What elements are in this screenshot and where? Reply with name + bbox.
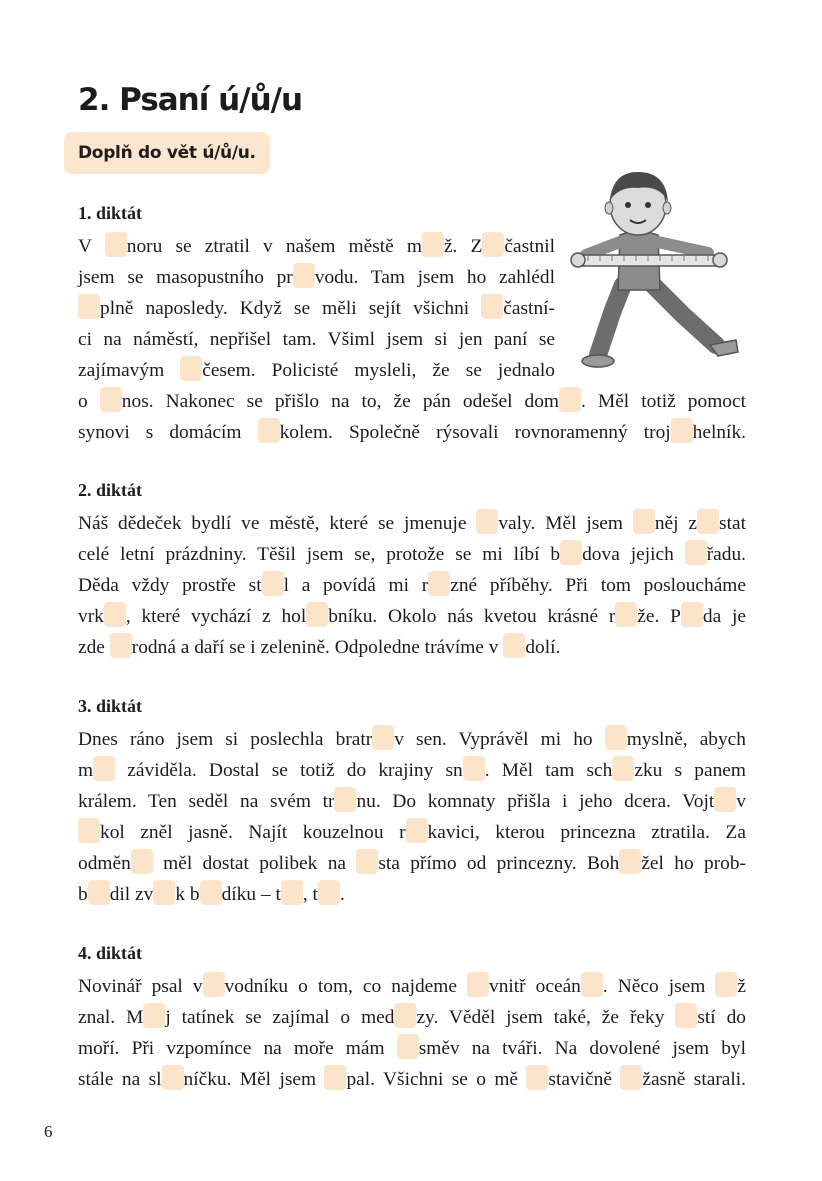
text-segment: sta přímo od princezny. Boh: [378, 853, 620, 874]
text-line: [78, 539, 746, 570]
text-segment: helník.: [692, 422, 746, 443]
fill-in-blank[interactable]: [503, 633, 525, 658]
text-segment: zku s panem: [634, 760, 746, 781]
fill-in-blank[interactable]: [612, 756, 634, 781]
text-segment: k b: [175, 884, 200, 905]
text-segment: l a povídá mi r: [283, 575, 429, 596]
text-segment: že. P: [637, 606, 681, 627]
fill-in-blank[interactable]: [560, 540, 582, 565]
text-segment: plně naposledy. Když se měli sejít všichni: [100, 298, 470, 319]
text-segment: častnil: [504, 236, 555, 257]
text-segment: , t: [302, 884, 318, 905]
text-segment: odměn: [78, 853, 131, 874]
fill-in-blank[interactable]: [105, 232, 127, 257]
text-segment: bníku. Okolo nás kvetou krásné r: [328, 606, 616, 627]
text-segment: b: [78, 884, 88, 905]
text-segment: dova jejich: [582, 544, 674, 565]
text-line: [78, 971, 746, 1002]
fill-in-blank[interactable]: [619, 849, 641, 874]
fill-in-blank[interactable]: [394, 1003, 416, 1028]
text-segment: , které vychází z hol: [125, 606, 307, 627]
fill-in-blank[interactable]: [671, 418, 693, 443]
text-segment: . Měl totiž pomoct: [581, 391, 746, 412]
text-segment: pal. Všichni se o mě: [346, 1069, 519, 1090]
text-segment: nos. Nakonec se přišlo na to, že pán odešel dom: [121, 391, 560, 412]
text-line: [78, 1064, 746, 1095]
text-line: [78, 632, 746, 663]
text-segment: ci na náměstí, nepřišel tam. Všiml jsem si jen paní se: [78, 329, 555, 350]
fill-in-blank[interactable]: [428, 571, 450, 596]
fill-in-blank[interactable]: [675, 1003, 697, 1028]
fill-in-blank[interactable]: [104, 602, 126, 627]
text-segment: vnitř oceán: [489, 976, 581, 997]
text-segment: stat: [719, 513, 746, 534]
fill-in-blank[interactable]: [324, 1065, 346, 1090]
fill-in-blank[interactable]: [356, 849, 378, 874]
text-line: [78, 817, 746, 848]
text-segment: řadu.: [706, 544, 746, 565]
text-segment: celé letní prázdniny. Těšil jsem se, protože se mi líbí b: [78, 544, 561, 565]
text-line: [78, 355, 555, 386]
fill-in-blank[interactable]: [463, 756, 485, 781]
text-segment: kolem. Společně rýsovali rovnoramenný troj: [279, 422, 671, 443]
text-segment: ž. Z: [443, 236, 483, 257]
text-line: [78, 848, 746, 879]
fill-in-blank[interactable]: [200, 880, 222, 905]
text-segment: zde: [78, 637, 105, 658]
fill-in-blank[interactable]: [581, 972, 603, 997]
text-line: [78, 508, 746, 539]
text-segment: níčku. Měl jsem: [183, 1069, 317, 1090]
text-line: [78, 293, 555, 324]
text-line: [78, 755, 746, 786]
text-segment: záviděla. Dostal se totiž do krajiny sn: [127, 760, 463, 781]
fill-in-blank[interactable]: [334, 787, 356, 812]
fill-in-blank[interactable]: [131, 849, 153, 874]
text-segment: díku – t: [221, 884, 281, 905]
fill-in-blank[interactable]: [715, 972, 737, 997]
text-segment: nu. Do komnaty přišla i jeho dcera. Vojt: [356, 791, 715, 812]
text-line: [78, 386, 746, 417]
text-segment: m: [78, 760, 94, 781]
text-segment: jsem se masopustního pr: [78, 267, 293, 288]
dictation-4: [78, 940, 746, 1095]
text-segment: stí do: [697, 1007, 746, 1028]
dictation-1-heading: 1. diktát: [78, 203, 143, 223]
page-number: 6: [44, 1122, 53, 1141]
fill-in-blank[interactable]: [467, 972, 489, 997]
text-line: [78, 1033, 746, 1064]
dictation-3: [78, 693, 746, 910]
fill-in-blank[interactable]: [110, 633, 132, 658]
text-segment: znal. M: [78, 1007, 144, 1028]
text-segment: Náš dědeček bydlí ve městě, které se jmenuje: [78, 513, 467, 534]
text-segment: Novinář psal v: [78, 976, 203, 997]
dictation-4-heading: 4. diktát: [78, 943, 143, 963]
fill-in-blank[interactable]: [685, 540, 707, 565]
fill-in-blank[interactable]: [681, 602, 703, 627]
fill-in-blank[interactable]: [88, 880, 110, 905]
fill-in-blank[interactable]: [526, 1065, 548, 1090]
text-segment: kol zněl jasně. Najít kouzelnou r: [100, 822, 406, 843]
fill-in-blank[interactable]: [633, 509, 655, 534]
text-segment: V: [78, 236, 92, 257]
text-segment: noru se ztratil v našem městě m: [126, 236, 422, 257]
fill-in-blank[interactable]: [318, 880, 340, 905]
text-segment: častní-: [503, 298, 555, 319]
text-segment: česem. Policisté mysleli, že se jednalo: [202, 360, 555, 381]
fill-in-blank[interactable]: [162, 1065, 184, 1090]
text-line: [78, 1002, 746, 1033]
text-segment: vodu. Tam jsem ho zahlédl: [314, 267, 555, 288]
text-segment: .: [339, 884, 345, 905]
text-segment: žel ho prob-: [641, 853, 746, 874]
fill-in-blank[interactable]: [78, 294, 100, 319]
text-segment: moří. Při vzpomínce na moře mám: [78, 1038, 385, 1059]
text-segment: kavici, kterou princezna ztratila. Za: [427, 822, 746, 843]
text-line: [78, 417, 746, 448]
text-line: [78, 324, 555, 355]
text-line: [78, 724, 746, 755]
text-segment: zy. Věděl jsem také, že řeky: [416, 1007, 665, 1028]
text-segment: v sen. Vyprávěl mi ho: [394, 729, 593, 750]
text-line: [78, 786, 746, 817]
fill-in-blank[interactable]: [153, 880, 175, 905]
text-segment: valy. Měl jsem: [498, 513, 623, 534]
fill-in-blank[interactable]: [714, 787, 736, 812]
fill-in-blank[interactable]: [476, 509, 498, 534]
fill-in-blank[interactable]: [306, 602, 328, 627]
page-title: 2. Psaní ú/ů/u: [78, 82, 303, 118]
fill-in-blank[interactable]: [559, 387, 581, 412]
fill-in-blank[interactable]: [697, 509, 719, 534]
fill-in-blank[interactable]: [406, 818, 428, 843]
fill-in-blank[interactable]: [78, 818, 100, 843]
text-segment: o: [78, 391, 88, 412]
text-line: [78, 601, 746, 632]
text-segment: směv na tváři. Na dovolené jsem byl: [418, 1038, 746, 1059]
text-segment: dil zv: [109, 884, 154, 905]
text-segment: stavičně: [548, 1069, 612, 1090]
fill-in-blank[interactable]: [620, 1065, 642, 1090]
fill-in-blank[interactable]: [605, 725, 627, 750]
fill-in-blank[interactable]: [180, 356, 202, 381]
fill-in-blank[interactable]: [372, 725, 394, 750]
text-segment: synovi s domácím: [78, 422, 242, 443]
text-segment: něj z: [654, 513, 698, 534]
instruction-box: Doplň do vět ú/ů/u.: [64, 132, 270, 174]
fill-in-blank[interactable]: [258, 418, 280, 443]
text-segment: stále na sl: [78, 1069, 162, 1090]
text-segment: ž: [737, 976, 746, 997]
fill-in-blank[interactable]: [100, 387, 122, 412]
text-segment: v: [736, 791, 746, 812]
text-segment: da je: [702, 606, 746, 627]
text-line: [78, 262, 555, 293]
text-segment: j tatínek se zajímal o med: [165, 1007, 395, 1028]
text-line: [78, 231, 555, 262]
fill-in-blank[interactable]: [203, 972, 225, 997]
text-segment: Děda vždy prostře st: [78, 575, 262, 596]
text-segment: měl dostat polibek na: [163, 853, 347, 874]
text-segment: králem. Ten seděl na svém tr: [78, 791, 335, 812]
fill-in-blank[interactable]: [281, 880, 303, 905]
text-segment: vodníku o tom, co najdeme: [224, 976, 457, 997]
fill-in-blank[interactable]: [482, 232, 504, 257]
fill-in-blank[interactable]: [397, 1034, 419, 1059]
text-line: [78, 879, 746, 910]
text-segment: . Něco jsem: [602, 976, 706, 997]
dictation-2: [78, 477, 746, 663]
fill-in-blank[interactable]: [143, 1003, 165, 1028]
fill-in-blank[interactable]: [293, 263, 315, 288]
text-segment: . Měl tam sch: [484, 760, 613, 781]
text-segment: vrk: [78, 606, 104, 627]
fill-in-blank[interactable]: [481, 294, 503, 319]
text-segment: zajímavým: [78, 360, 165, 381]
text-segment: žasně starali.: [642, 1069, 747, 1090]
text-line: [78, 570, 746, 601]
dictation-1: [78, 200, 746, 448]
text-segment: Dnes ráno jsem si poslechla bratr: [78, 729, 373, 750]
text-segment: dolí.: [525, 637, 561, 658]
fill-in-blank[interactable]: [93, 756, 115, 781]
text-segment: zné příběhy. Při tom posloucháme: [450, 575, 746, 596]
fill-in-blank[interactable]: [262, 571, 284, 596]
fill-in-blank[interactable]: [422, 232, 444, 257]
text-segment: rodná a daří se i zelenině. Odpoledne trávíme v: [131, 637, 499, 658]
dictation-3-heading: 3. diktát: [78, 696, 143, 716]
dictation-2-heading: 2. diktát: [78, 480, 143, 500]
text-segment: myslně, abych: [626, 729, 746, 750]
fill-in-blank[interactable]: [615, 602, 637, 627]
